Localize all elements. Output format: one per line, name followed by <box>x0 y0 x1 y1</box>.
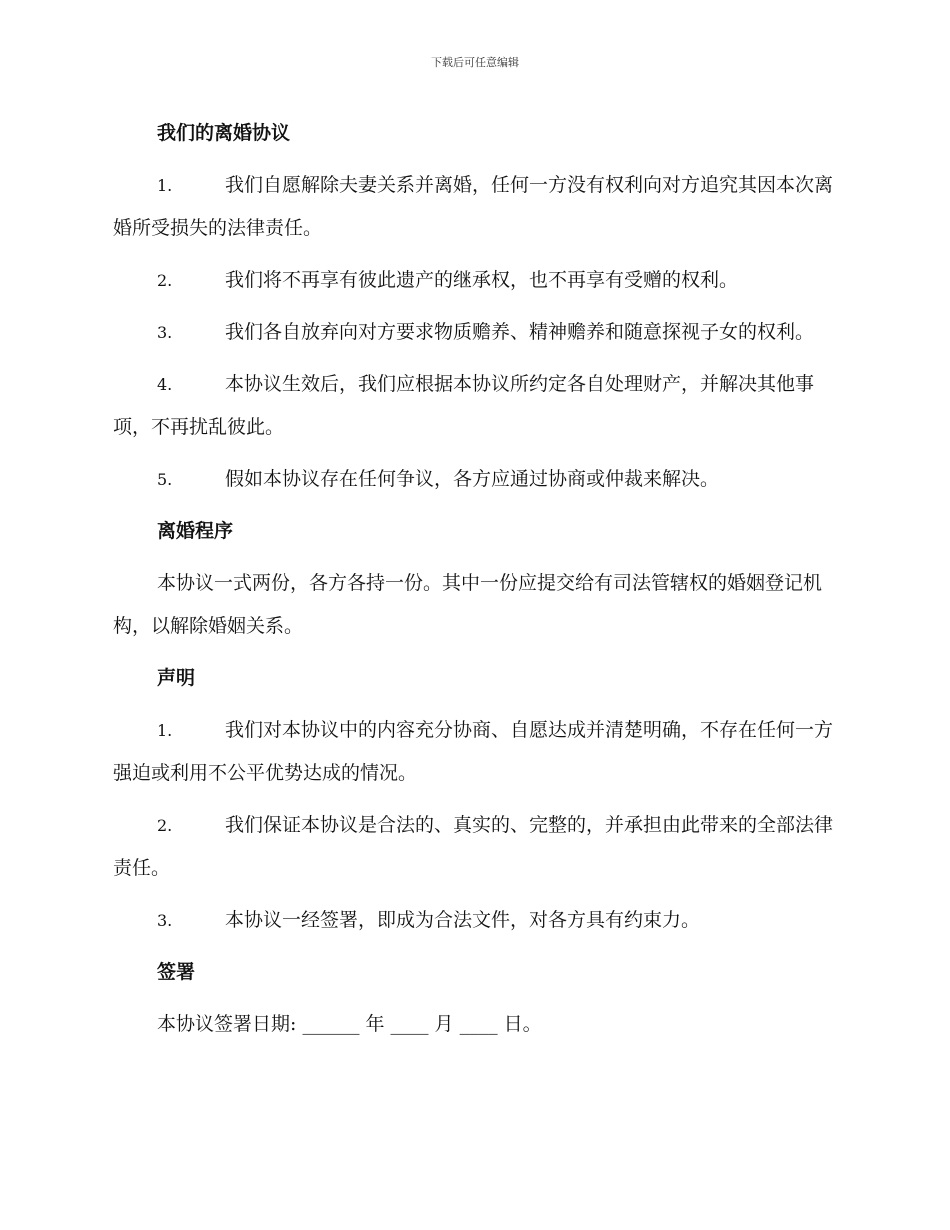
item-number: 2. <box>157 271 173 290</box>
item-text: 本协议生效后，我们应根据本协议所约定各自处理财产，并解决其他事项，不再扰乱彼此。 <box>113 373 815 438</box>
list-item <box>113 164 833 250</box>
signature-date-text: 本协议签署日期: ______ 年 ____ 月 ____ 日。 <box>157 1013 542 1035</box>
section-title-signature: 签署 <box>157 961 196 983</box>
item-text: 我们对本协议中的内容充分协商、自愿达成并清楚明确，不存在任何一方强迫或利用不公平优势达成的情况。 <box>113 719 834 784</box>
section-title-statement: 声明 <box>157 667 196 689</box>
item-number: 3. <box>157 323 173 342</box>
item-text: 我们各自放弃向对方要求物质赡养、精神赡养和随意探视子女的权利。 <box>225 321 815 343</box>
section-title-agreement: 我们的离婚协议 <box>157 122 291 144</box>
list-item <box>113 709 833 795</box>
item-number: 1. <box>157 176 173 195</box>
item-number: 3. <box>157 911 173 930</box>
item-text: 本协议一经签署，即成为合法文件，对各方具有约束力。 <box>225 909 701 931</box>
list-item <box>113 311 833 354</box>
item-number: 5. <box>157 470 173 489</box>
list-item <box>113 259 833 302</box>
section-title-procedure: 离婚程序 <box>157 520 234 542</box>
procedure-text: 本协议一式两份，各方各持一份。其中一份应提交给有司法管辖权的婚姻登记机构，以解除婚姻关系。 <box>113 572 823 637</box>
item-text: 我们将不再享有彼此遗产的继承权，也不再享有受赠的权利。 <box>225 269 739 291</box>
document-body <box>113 112 833 1055</box>
item-number: 2. <box>157 816 173 835</box>
item-number: 1. <box>157 721 173 740</box>
list-item <box>113 363 833 449</box>
item-text: 我们保证本协议是合法的、真实的、完整的，并承担由此带来的全部法律责任。 <box>113 814 834 879</box>
signature-paragraph <box>113 1003 833 1046</box>
procedure-paragraph <box>113 562 833 648</box>
item-text: 假如本协议存在任何争议，各方应通过协商或仲裁来解决。 <box>225 468 720 490</box>
page-header: 下载后可任意编辑 <box>431 56 519 69</box>
list-item <box>113 458 833 501</box>
item-text: 我们自愿解除夫妻关系并离婚，任何一方没有权利向对方追究其因本次离婚所受损失的法律责任。 <box>113 174 834 239</box>
list-item <box>113 804 833 890</box>
list-item <box>113 899 833 942</box>
item-number: 4. <box>157 375 173 394</box>
